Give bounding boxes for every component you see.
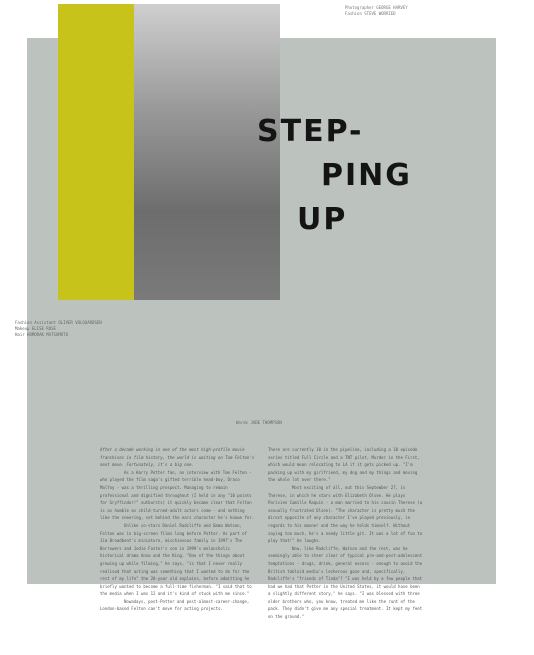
byline: Words JADE THOMPSON xyxy=(236,420,282,425)
credit-photographer: Photographer GEORGE HARVEY xyxy=(345,5,408,10)
headline-line-3: UP xyxy=(297,202,348,237)
paragraph: Nowadays, post-Potter and post-almost-career-change, London-based Felton can't move for acting projects. xyxy=(100,598,250,612)
photo-credits xyxy=(345,5,408,17)
headline-line-2: PING xyxy=(321,158,412,193)
credit-fashion: Fashion STEVE WORRIED xyxy=(345,11,396,16)
photo-portrait-area xyxy=(134,4,280,300)
article-column-1 xyxy=(100,446,255,613)
standfirst: After a decade working in one of the most high-profile movie franchises in film history, the world is waiting on Tom Felton's next move. Fortunately, it's a big one. xyxy=(100,447,255,468)
paragraph: There are currently 10 in the pipeline, including a 10 episode series titled Full Circle and a TNT pilot, Murder in the First, which would mean relocating to LA if it gets picked up. "I'm packing up with my girlfriend, my dog and my things and moving the whole lot over there." xyxy=(268,447,420,483)
portrait-photo xyxy=(58,4,280,300)
credit-makeup: Makeup ELISE ROSE xyxy=(15,326,56,331)
paragraph: As a Harry Potter fan, an interview with Tom Felton - who played the film saga's gifted terrible head-boy, Draco Malfoy - was a thrilling prospect. Managing to remain professional and dignified throughout (I held in any "10 points for Gryffindor!" outbursts) it quickly became clear that Felton is as humble as child-turned-adult actors come - and nothing like the sneering, set behind the ears character he's known for. xyxy=(100,469,255,521)
paragraph: Unlike co-stars Daniel Radcliffe and Emma Watson, Felton was in big-screen films long before Potter. As part of Jim Broadbent's miniature, mischievous family in 1997's The Borrowers and Jodie Foster's son in 1999's melancholic historical drama Anna and the King. "One of the things about growing up while filming," he says, "is that I never really realised that acting was something that I wanted to do for the rest of my life" the 28-year old explains, before admitting he briefly wanted to become a full-time fisherman. "I said that to the media when I was 12 and it's kind of stuck with me since." xyxy=(100,522,252,597)
photo-yellow-backdrop xyxy=(58,4,134,300)
article-column-2 xyxy=(268,446,423,621)
styling-credits xyxy=(15,320,102,338)
credit-fashion-assistant: Fashion Assistant OLIVER VOLQUARDSEN xyxy=(15,320,102,325)
headline-line-1: STEP- xyxy=(257,114,364,149)
paragraph: Most exciting of all, out this September 27, is Therese, in which he stars with Elizabeth Olsen. He plays Parisien Camille Raquin - a man married to his cousin Therese (a sexually frustrated Olsen). "The character is pretty much the direct opposite of any character I've played previously, in regards to his manner and the way he holds himself. Without saying too much, he's a needy little git. It was a lot of fun to play that!" he laughs. xyxy=(268,484,423,544)
paragraph: Now, like Radcliffe, Watson and the rest, was he seemingly able to steer clear of typical pre-and-post-adolescent temptations - drugs, drink, general excess - enough to avoid the British tabloid media's lecherous gaze and, specifically, Radcliffe's "friends of Tinda"? "I was held by a few people that had we had that Potter in the United States, it would have been a slightly different story," he says. "I was blessed with three older brothers who, you know, treated me like the runt of the pack. They didn't give me any special treatment. It kept my feet on the ground." xyxy=(268,545,423,620)
credit-hair: Hair HOMORAK MATSUMOTO xyxy=(15,332,68,337)
